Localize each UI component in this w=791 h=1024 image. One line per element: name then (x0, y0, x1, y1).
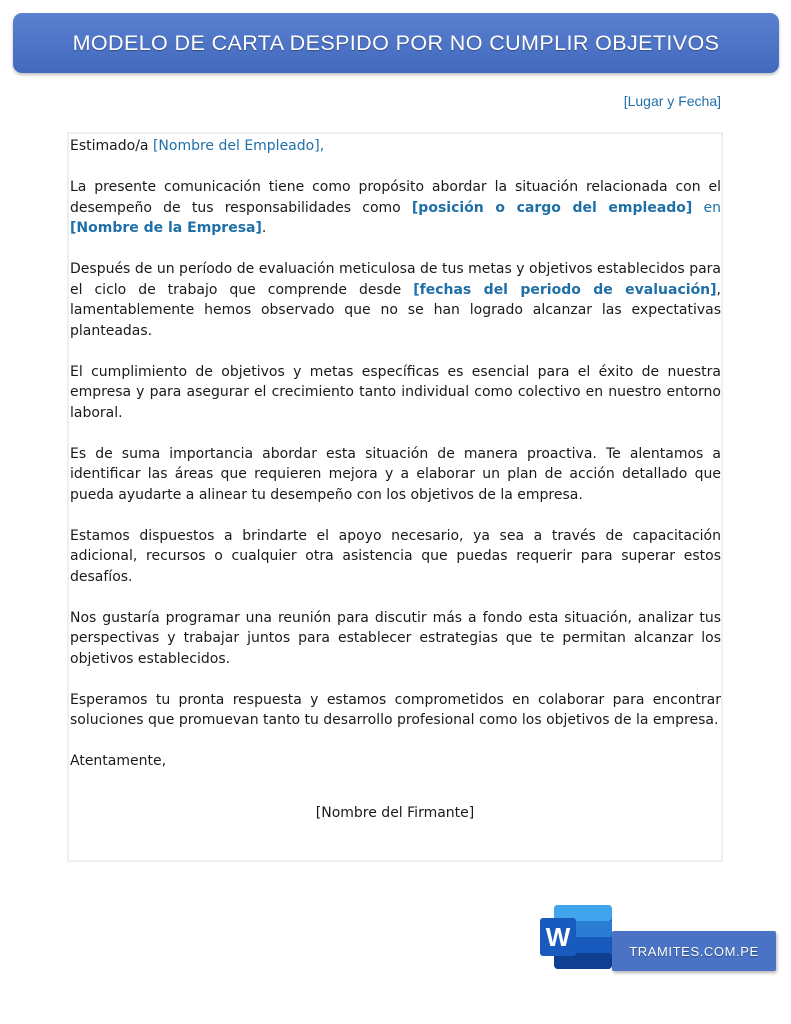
closing: Atentamente, (70, 753, 167, 769)
paragraph-text: Después de un período de evaluación meticulosa de tus metas y objetivos establecidos para el ciclo de trabajo que comprende desde (70, 261, 721, 298)
greeting-suffix: , (319, 138, 325, 154)
paragraph-objectives: El cumplimiento de objetivos y metas específicas es esencial para el éxito de nuestra empresa y para asegurar el crecimiento tanto individual como colectivo en nuestro entorno laboral. (70, 363, 721, 421)
site-badge[interactable] (612, 931, 776, 971)
paragraph-text: en (692, 199, 721, 216)
word-letter: W (545, 922, 571, 952)
letter-body (70, 136, 721, 792)
paragraph-meeting: Nos gustaría programar una reunión para discutir más a fondo esta situación, analizar tus perspectivas y trabajar juntos para establecer estrategias que te permitan alcanzar los objetivos establecidos. (70, 609, 721, 667)
page-title: MODELO DE CARTA DESPIDO POR NO CUMPLIR OBJETIVOS (72, 30, 720, 55)
greeting-prefix: Estimado/a (70, 138, 153, 154)
signer-placeholder: [Nombre del Firmante] (315, 805, 475, 821)
paragraph-evaluation (70, 259, 721, 341)
employee-name-placeholder: [Nombre del Empleado] (152, 138, 320, 154)
position-placeholder: [posición o cargo del empleado] (411, 199, 693, 216)
paragraph-text: La presente comunicación tiene como propósito abordar la situación relacionada con el desempeño de tus responsabilidades como (70, 179, 721, 216)
evaluation-dates-placeholder: [fechas del periodo de evaluación] (413, 281, 717, 298)
paragraph-proactive: Es de suma importancia abordar esta situación de manera proactiva. Te alentamos a identificar las áreas que requieren mejora y a elaborar un plan de acción detallado que pueda ayudarte a alinear tu desempeño con los objetivos de la empresa. (70, 445, 721, 503)
paragraph-response: Esperamos tu pronta respuesta y estamos comprometidos en colaborar para encontrar soluciones que promuevan tanto tu desarrollo profesional como los objetivos de la empresa. (70, 691, 721, 728)
company-name-placeholder: [Nombre de la Empresa] (70, 220, 262, 236)
paragraph-support: Estamos dispuestos a brindarte el apoyo necesario, ya sea a través de capacitación adicional, recursos o cualquier otra asistencia que puedas requerir para superar estos desafíos. (70, 527, 721, 585)
paragraph-text: . (261, 220, 267, 236)
paragraph-purpose (70, 177, 721, 239)
microsoft-word-icon (540, 905, 612, 969)
place-date-placeholder: [Lugar y Fecha] (623, 93, 721, 109)
title-banner (13, 13, 779, 73)
greeting (70, 136, 721, 157)
paragraph-text: , lamentablemente hemos observado que no se han logrado alcanzar las expectativas planteadas. (70, 281, 721, 339)
site-name: TRAMITES.COM.PE (629, 943, 759, 959)
